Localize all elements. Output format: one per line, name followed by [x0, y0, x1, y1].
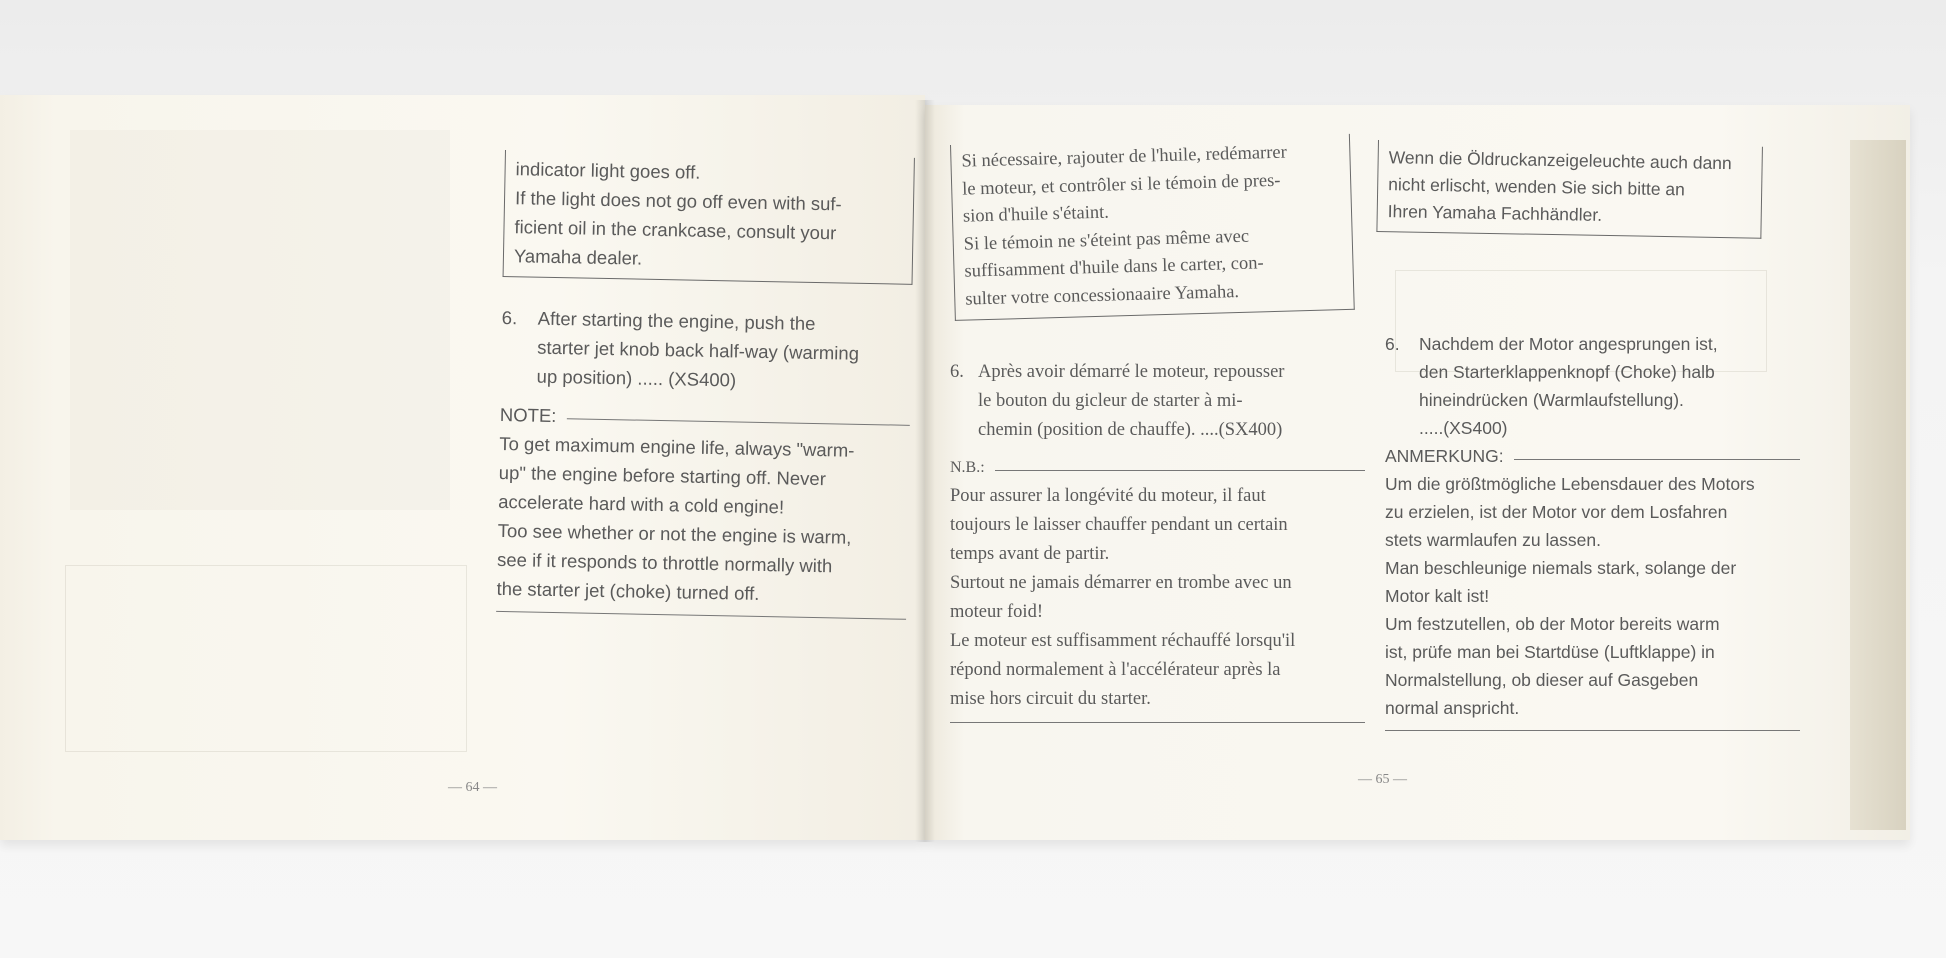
note-line: Um die größtmögliche Lebensdauer des Motors — [1385, 474, 1755, 494]
french-box-line: sion d'huile s'étaint. — [962, 202, 1110, 227]
german-box-line: Wenn die Öldruckanzeigeleuchte auch dann — [1388, 147, 1732, 174]
french-body — [950, 358, 1365, 723]
english-box-line: Yamaha dealer. — [513, 245, 643, 269]
note-label: NOTE: — [499, 403, 557, 427]
german-step-6 — [1385, 330, 1800, 442]
english-box-line: If the light does not go off even with suf- — [514, 187, 842, 215]
note-line: ist, prüfe man bei Startdüse (Luftklappe) in — [1385, 642, 1715, 662]
note-end-rule — [1385, 730, 1800, 731]
note-line: Normalstellung, ob dieser auf Gasgeben — [1385, 670, 1699, 690]
step-line: chemin (position de chauffe). ....(SX400) — [978, 420, 1283, 440]
note-rule — [1514, 459, 1800, 460]
note-line: temps avant de partir. — [950, 544, 1110, 564]
german-warning-box — [1376, 140, 1763, 239]
page-stack-edge — [1850, 140, 1906, 830]
book-gutter — [915, 100, 935, 842]
french-note-heading — [950, 453, 1365, 482]
french-column — [950, 134, 1355, 321]
note-line: the starter jet (choke) turned off. — [496, 577, 760, 604]
note-end-rule — [950, 722, 1365, 723]
german-box-line: nicht erlischt, wenden Sie sich bitte an — [1388, 174, 1686, 200]
step-line: hineindrücken (Warmlaufstellung). — [1419, 390, 1684, 410]
note-line: mise hors circuit du starter. — [950, 689, 1151, 709]
note-line: normal anspricht. — [1385, 698, 1520, 718]
english-column — [496, 150, 915, 620]
note-line: toujours le laisser chauffer pendant un certain — [950, 515, 1288, 535]
french-warning-box — [950, 134, 1355, 321]
show-through-box — [65, 565, 467, 752]
note-label: ANMERKUNG: — [1385, 446, 1504, 466]
note-line: see if it responds to throttle normally with — [496, 548, 833, 577]
step-line: After starting the engine, push the — [537, 307, 816, 334]
french-box-line: suffisamment d'huile dans le carter, con- — [964, 253, 1264, 282]
show-through-text — [70, 130, 450, 510]
note-line: Um festzutellen, ob der Motor bereits warm — [1385, 614, 1720, 634]
note-line: accelerate hard with a cold engine! — [498, 490, 785, 518]
step-number: 6. — [950, 362, 964, 382]
note-line: Surtout ne jamais démarrer en trombe avec un — [950, 573, 1292, 593]
page-number-right: — 65 — — [1358, 772, 1407, 787]
french-step-6 — [950, 358, 1365, 445]
english-box-line: ficient oil in the crankcase, consult your — [514, 216, 837, 244]
french-box-line: le moteur, et contrôler si le témoin de pres- — [961, 170, 1281, 200]
german-box-line: Ihren Yamaha Fachhändler. — [1387, 201, 1603, 225]
note-line: Too see whether or not the engine is warm, — [497, 519, 852, 548]
note-rule — [995, 470, 1365, 471]
french-box-line: Si le témoin ne s'éteint pas même avec — [963, 226, 1250, 255]
step-line: starter jet knob back half-way (warming — [537, 336, 860, 364]
step-number: 6. — [1385, 334, 1400, 354]
note-line: stets warmlaufen zu lassen. — [1385, 530, 1601, 550]
german-body — [1385, 330, 1800, 731]
note-line: Le moteur est suffisamment réchauffé lorsqu'il — [950, 631, 1296, 651]
note-label: N.B.: — [950, 459, 985, 476]
note-line: moteur foid! — [950, 602, 1043, 622]
english-box-line: indicator light goes off. — [515, 158, 701, 183]
note-line: Man beschleunige niemals stark, solange der — [1385, 558, 1737, 578]
step-line: le bouton du gicleur de starter à mi- — [978, 391, 1243, 411]
note-line: up" the engine before starting off. Never — [498, 461, 827, 490]
german-column — [1376, 140, 1763, 239]
german-note-heading — [1385, 442, 1800, 470]
note-rule — [566, 418, 909, 426]
note-line: zu erzielen, ist der Motor vor dem Losfahren — [1385, 502, 1728, 522]
note-line: To get maximum engine life, always "warm- — [499, 432, 855, 461]
step-line: up position) ..... (XS400) — [536, 365, 737, 391]
step-line: .....(XS400) — [1419, 418, 1508, 438]
step-number: 6. — [501, 306, 518, 329]
english-step-6 — [500, 303, 912, 398]
step-line: Nachdem der Motor angesprungen ist, — [1419, 334, 1718, 354]
page-number-left: — 64 — — [448, 780, 497, 795]
english-warning-box — [503, 150, 915, 285]
french-box-line: Si nécessaire, rajouter de l'huile, redémarrer — [961, 142, 1288, 172]
note-line: Pour assurer la longévité du moteur, il faut — [950, 486, 1266, 506]
french-box-line: sulter votre concessionaaire Yamaha. — [965, 281, 1240, 310]
step-line: den Starterklappenknopf (Choke) halb — [1419, 362, 1715, 382]
note-line: répond normalement à l'accélérateur après la — [950, 660, 1281, 680]
note-line: Motor kalt ist! — [1385, 586, 1490, 606]
step-line: Après avoir démarré le moteur, repousser — [978, 362, 1285, 382]
